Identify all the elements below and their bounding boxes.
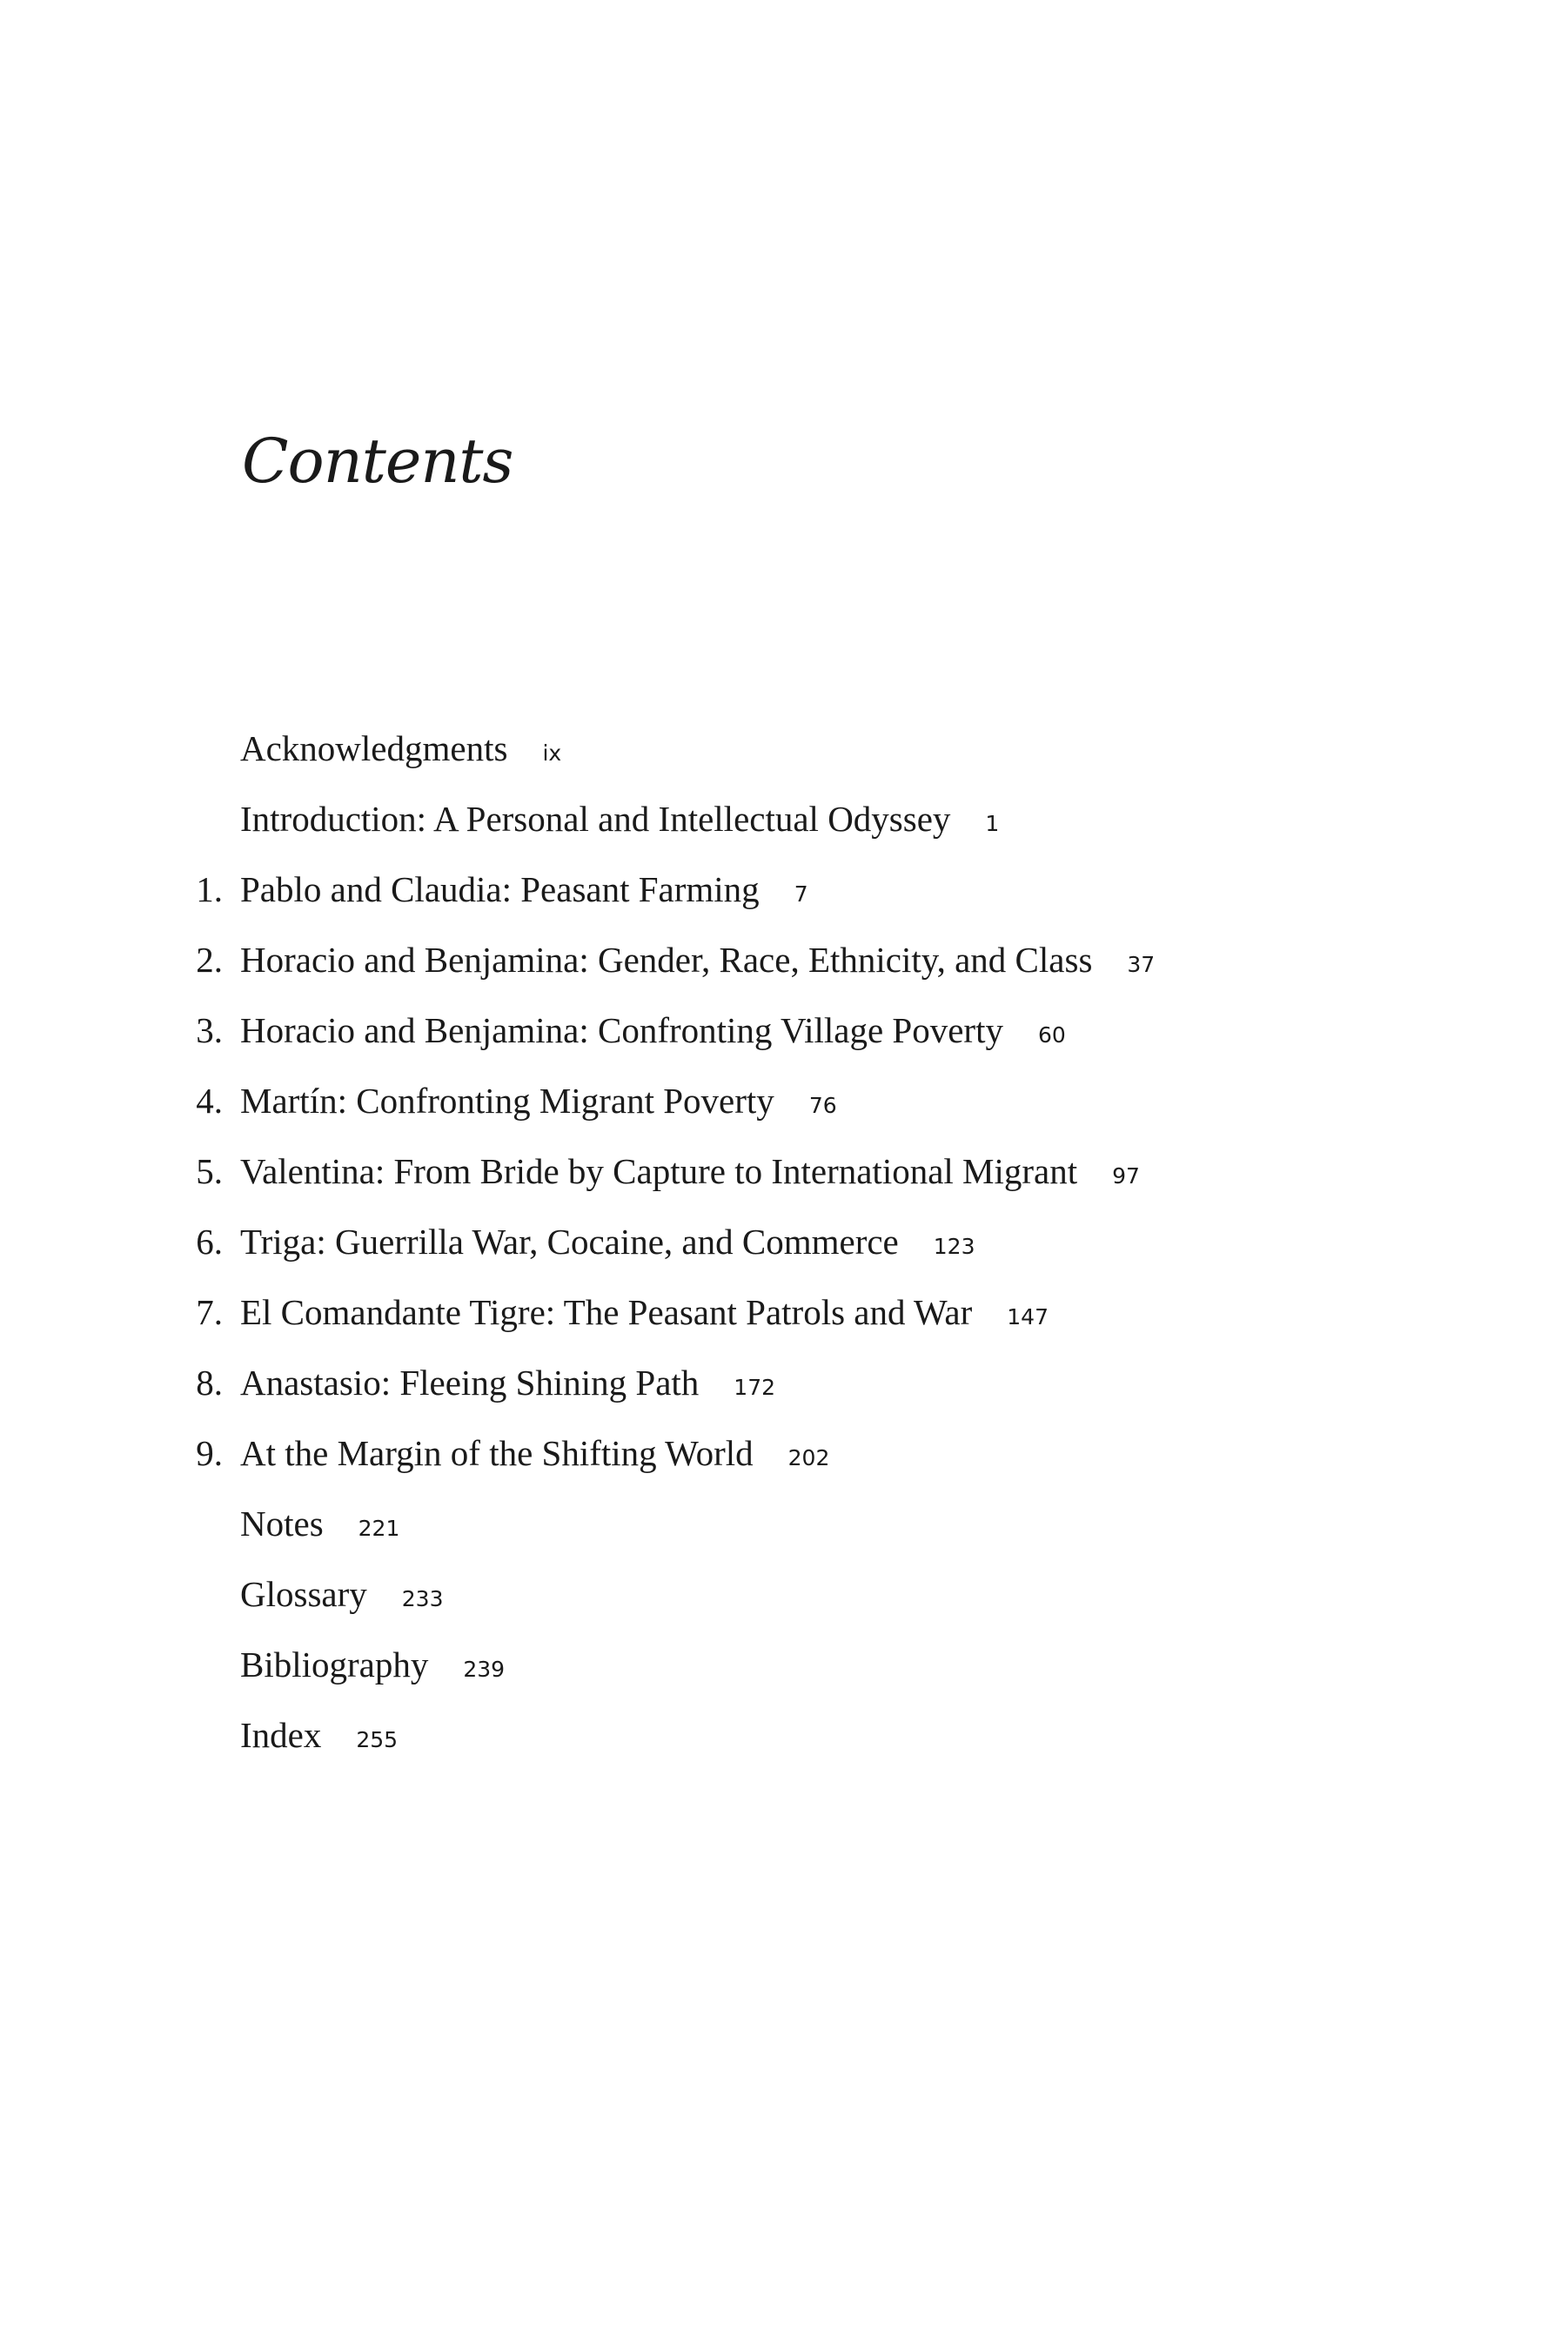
toc-entry-title: Bibliography — [240, 1644, 429, 1685]
toc-entry-title: Index — [240, 1715, 322, 1755]
toc-entry-number: 1. — [196, 869, 223, 909]
toc-entry-chapter-3[interactable] — [0, 995, 1568, 1066]
toc-entry-page: 147 — [1007, 1304, 1049, 1330]
toc-entry-page: 7 — [794, 881, 808, 907]
toc-entry-chapter-8[interactable] — [0, 1348, 1568, 1418]
toc-entry-chapter-7[interactable] — [0, 1277, 1568, 1348]
toc-entry-chapter-5[interactable] — [0, 1136, 1568, 1207]
toc-entry-number: 5. — [196, 1151, 223, 1191]
toc-entry-number: 3. — [196, 1010, 223, 1050]
toc-entry-title: At the Margin of the Shifting World — [240, 1433, 754, 1473]
toc-entry-title: Anastasio: Fleeing Shining Path — [240, 1363, 700, 1403]
toc-entry-page: 1 — [985, 811, 1000, 836]
toc-entry-page: 172 — [734, 1375, 776, 1400]
toc-entry-number: 9. — [196, 1433, 223, 1473]
toc-entry-page: 202 — [787, 1445, 830, 1470]
toc-entry-chapter-1[interactable] — [0, 854, 1568, 925]
toc-entry-chapter-4[interactable] — [0, 1066, 1568, 1136]
toc-entry-index[interactable] — [0, 1700, 1568, 1771]
toc-entry-title: Valentina: From Bride by Capture to International Migrant — [240, 1151, 1078, 1191]
toc-entry-page: 123 — [933, 1234, 975, 1259]
toc-entry-introduction[interactable] — [0, 784, 1568, 854]
toc-entry-chapter-2[interactable] — [0, 925, 1568, 995]
toc-entry-page: 233 — [401, 1586, 444, 1611]
page-title: Contents — [242, 425, 513, 497]
toc-entry-acknowledgments[interactable] — [0, 713, 1568, 784]
toc-entry-title: Introduction: A Personal and Intellectual Odyssey — [240, 799, 951, 839]
toc-entry-page: ix — [542, 740, 562, 766]
toc-entry-page: 97 — [1112, 1163, 1140, 1189]
toc-entry-page: 76 — [808, 1093, 837, 1118]
toc-entry-number: 7. — [196, 1292, 223, 1332]
toc-entry-title: Notes — [240, 1504, 324, 1544]
toc-entry-title: El Comandante Tigre: The Peasant Patrols and War — [240, 1292, 973, 1332]
toc-entry-page: 37 — [1127, 952, 1156, 977]
toc-entry-title: Horacio and Benjamina: Gender, Race, Ethnicity, and Class — [240, 940, 1093, 980]
toc-entry-glossary[interactable] — [0, 1559, 1568, 1630]
toc-entry-title: Triga: Guerrilla War, Cocaine, and Commerce — [240, 1222, 899, 1262]
toc-entry-chapter-9[interactable] — [0, 1418, 1568, 1489]
toc-entry-title: Pablo and Claudia: Peasant Farming — [240, 869, 760, 909]
toc-entry-number: 4. — [196, 1081, 223, 1121]
toc-entry-title: Martín: Confronting Migrant Poverty — [240, 1081, 774, 1121]
toc-entry-title: Glossary — [240, 1574, 367, 1614]
toc-entry-number: 6. — [196, 1222, 223, 1262]
toc-entry-page: 60 — [1037, 1022, 1066, 1048]
toc-entry-number: 2. — [196, 940, 223, 980]
toc-entry-page: 255 — [356, 1727, 399, 1752]
toc-entry-notes[interactable] — [0, 1489, 1568, 1559]
toc-entry-chapter-6[interactable] — [0, 1207, 1568, 1277]
toc-entry-number: 8. — [196, 1363, 223, 1403]
table-of-contents — [0, 713, 1568, 1771]
toc-entry-bibliography[interactable] — [0, 1630, 1568, 1700]
toc-entry-page: 221 — [358, 1516, 400, 1541]
toc-entry-title: Horacio and Benjamina: Confronting Village Poverty — [240, 1010, 1003, 1050]
toc-entry-page: 239 — [463, 1657, 506, 1682]
toc-entry-title: Acknowledgments — [240, 728, 508, 768]
